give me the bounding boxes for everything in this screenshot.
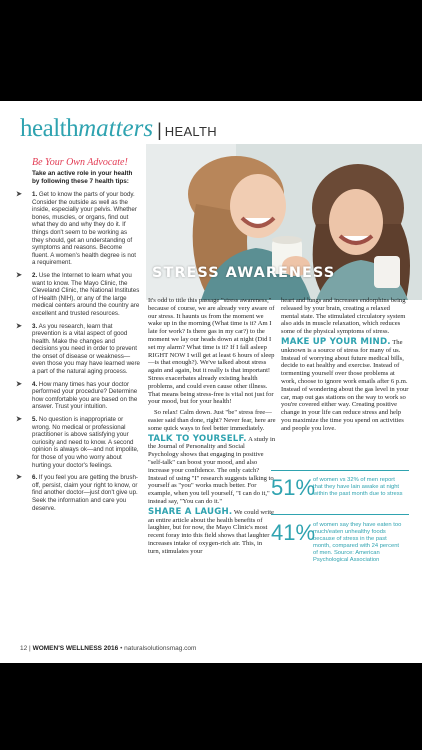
magazine-name: WOMEN'S WELLNESS 2016 — [32, 645, 119, 652]
top-black-band — [0, 0, 422, 101]
paragraph — [148, 433, 276, 506]
bottom-black-band — [0, 663, 422, 750]
article-column-2 — [281, 297, 409, 436]
paragraph — [148, 506, 276, 556]
tip-number: 4. — [32, 380, 38, 388]
article-title: STRESS AWARENESS — [152, 265, 336, 281]
tip-number: 1. — [32, 191, 38, 198]
arrow-icon: ➤ — [16, 322, 22, 330]
sidebar-title: Be Your Own Advocate! — [32, 157, 128, 168]
header-separator: | — [157, 120, 162, 140]
paragraph-lead: MAKE UP YOUR MIND. — [281, 336, 391, 347]
arrow-icon: ➤ — [16, 416, 22, 424]
stat-divider — [271, 470, 409, 471]
arrow-icon: ➤ — [16, 380, 22, 388]
arrow-icon: ➤ — [16, 191, 22, 198]
tip-number: 5. — [32, 416, 38, 424]
header-matters: matters — [78, 115, 154, 142]
tip-item — [16, 191, 140, 267]
header-section: HEALTH — [164, 124, 217, 139]
magazine-site: naturalsolutionsmag.com — [124, 645, 197, 652]
tip-item — [16, 474, 140, 512]
paragraph-text: So relax! Calm down. Just "be" stress free—easier said than done, right? Never fear, here are some quick ways to feel better immediately. — [148, 409, 276, 432]
paragraph-text: heart and lungs and increases endorphins being released by your brain, creating a relaxed mental state. The stimulated circulatory system also aids in muscle relaxation, which reduces some of the physical symptoms of stress. — [281, 297, 406, 336]
article-column-1 — [148, 297, 276, 559]
section-header — [20, 115, 217, 143]
magazine-page — [0, 101, 422, 663]
tip-text: How many times has your doctor performed your procedure? Determine how comfortable you are based on the answer. Trust your intuition. — [32, 380, 138, 411]
paragraph-text: A study in the Journal of Personality and Social Psychology shows that engaging in positive "self-talk" can boost your mood, and also increase your confidence. The only catch? Instead of using "I" research suggests talking to yourself as "you" works much better. For example, when you tell yourself, "I can do it," instead say, "You can do it." — [148, 435, 276, 505]
paragraph — [281, 297, 409, 336]
tip-item — [16, 416, 140, 469]
header-health: health — [20, 115, 79, 142]
footer-separator: | — [29, 645, 31, 652]
tip-number: 3. — [32, 322, 38, 330]
arrow-icon: ➤ — [16, 474, 22, 482]
paragraph-text: The unknown is a source of stress for many of us. Instead of worrying about future medical bills, decide to eat healthy and exercise. Instead of tormenting yourself over those problems at work, choose to ignore work emails after 6 p.m. Instead of wondering about the gas level in your car, map out gas stations on the way to work so you're covered either way. Creating positive change in your life can reduce stress and help you maximize the time you spend on activities and people you love. — [281, 338, 409, 432]
stat-text: of women say they have eaten too much/eaten unhealthy foods because of stress in the past month, compared with 24 percent of men. Source: American Psychological Association — [313, 522, 402, 563]
arrow-icon: ➤ — [16, 271, 22, 279]
stat-number: 41% — [271, 520, 316, 545]
tip-item — [16, 381, 140, 411]
paragraph — [281, 336, 409, 433]
paragraph-text: We could write an entire article about the health benefits of laughter, but for now, the Mayo Clinic's most recent foray into this field shows that laughter increases intake of oxygen-rich air. This, in turn, stimulates your — [148, 508, 274, 555]
paragraph-lead: SHARE A LAUGH. — [148, 506, 233, 517]
page-footer — [20, 645, 196, 652]
tip-item — [16, 323, 140, 376]
paragraph-text: It's odd to title this passage "stress awareness," because of course, we are already very aware of our stress. It haunts us from the moment we wake up in the morning (What time is it? Am I late for work? Is there gas in my car?) to the moment we lay our heads down at night (Did I set my alarm? What time is it? If I fall asleep RIGHT NOW I will get at least 6 hours of sleep—is that enough?). We've talked about stress again and again, but it really is that important! Stress exacerbates already existing health problems, and could even cause other illness. That means being stress-free is vital not just for your mood, but for your health! — [148, 297, 275, 406]
stat-number: 51% — [271, 475, 316, 500]
tip-text: Use the Internet to learn what you want to know. The Mayo Clinic, the Cleveland Clinic, the National Institutes of Health (NIH), or any of the large medical centers around the country are excellent and trusted resources. — [32, 271, 140, 317]
tip-number: 2. — [32, 271, 38, 279]
paragraph — [148, 297, 276, 406]
page-number: 12 — [20, 645, 28, 652]
sidebar-intro: Take an active role in your health by following these 7 health tips: — [32, 170, 133, 185]
footer-bullet: • — [120, 645, 123, 652]
advocate-sidebar — [16, 157, 140, 512]
tip-text: If you feel you are getting the brush-off, persist, claim your right to know, or find another doctor—just don't give up. Seek the information and care you deserve. — [32, 474, 138, 512]
stat-text: of women vs 32% of men report that they have lain awake at night within the past month due to stress — [313, 477, 403, 497]
tip-text: No question is inappropriate or wrong. No medical or professional practitioner is above satisfying your curiosity and need to know. A second opinion is always ok—and not impolite, for those of you who worry about hurting your doctor's feelings. — [32, 416, 139, 469]
tip-text: Get to know the parts of your body. Consider the outside as well as the inside, especially your pelvis. Whether bones, muscles, or organs, find out what they do and why they do it. If things don't seem to be working as they should, get an understanding of symptoms and reasons. Become fluent. A women's health degree is not a requirement. — [32, 191, 137, 267]
tip-number: 6. — [32, 474, 38, 482]
tip-text: As you research, learn that prevention is a vital aspect of good health. Make the changes and decisions you need in order to prevent the onset of disease or weakness—even those you may have learned were a part of the natural aging process. — [32, 322, 141, 376]
paragraph-lead: TALK TO YOURSELF. — [148, 433, 247, 444]
tip-item — [16, 272, 140, 318]
paragraph — [148, 409, 276, 432]
stat-divider — [271, 514, 409, 515]
